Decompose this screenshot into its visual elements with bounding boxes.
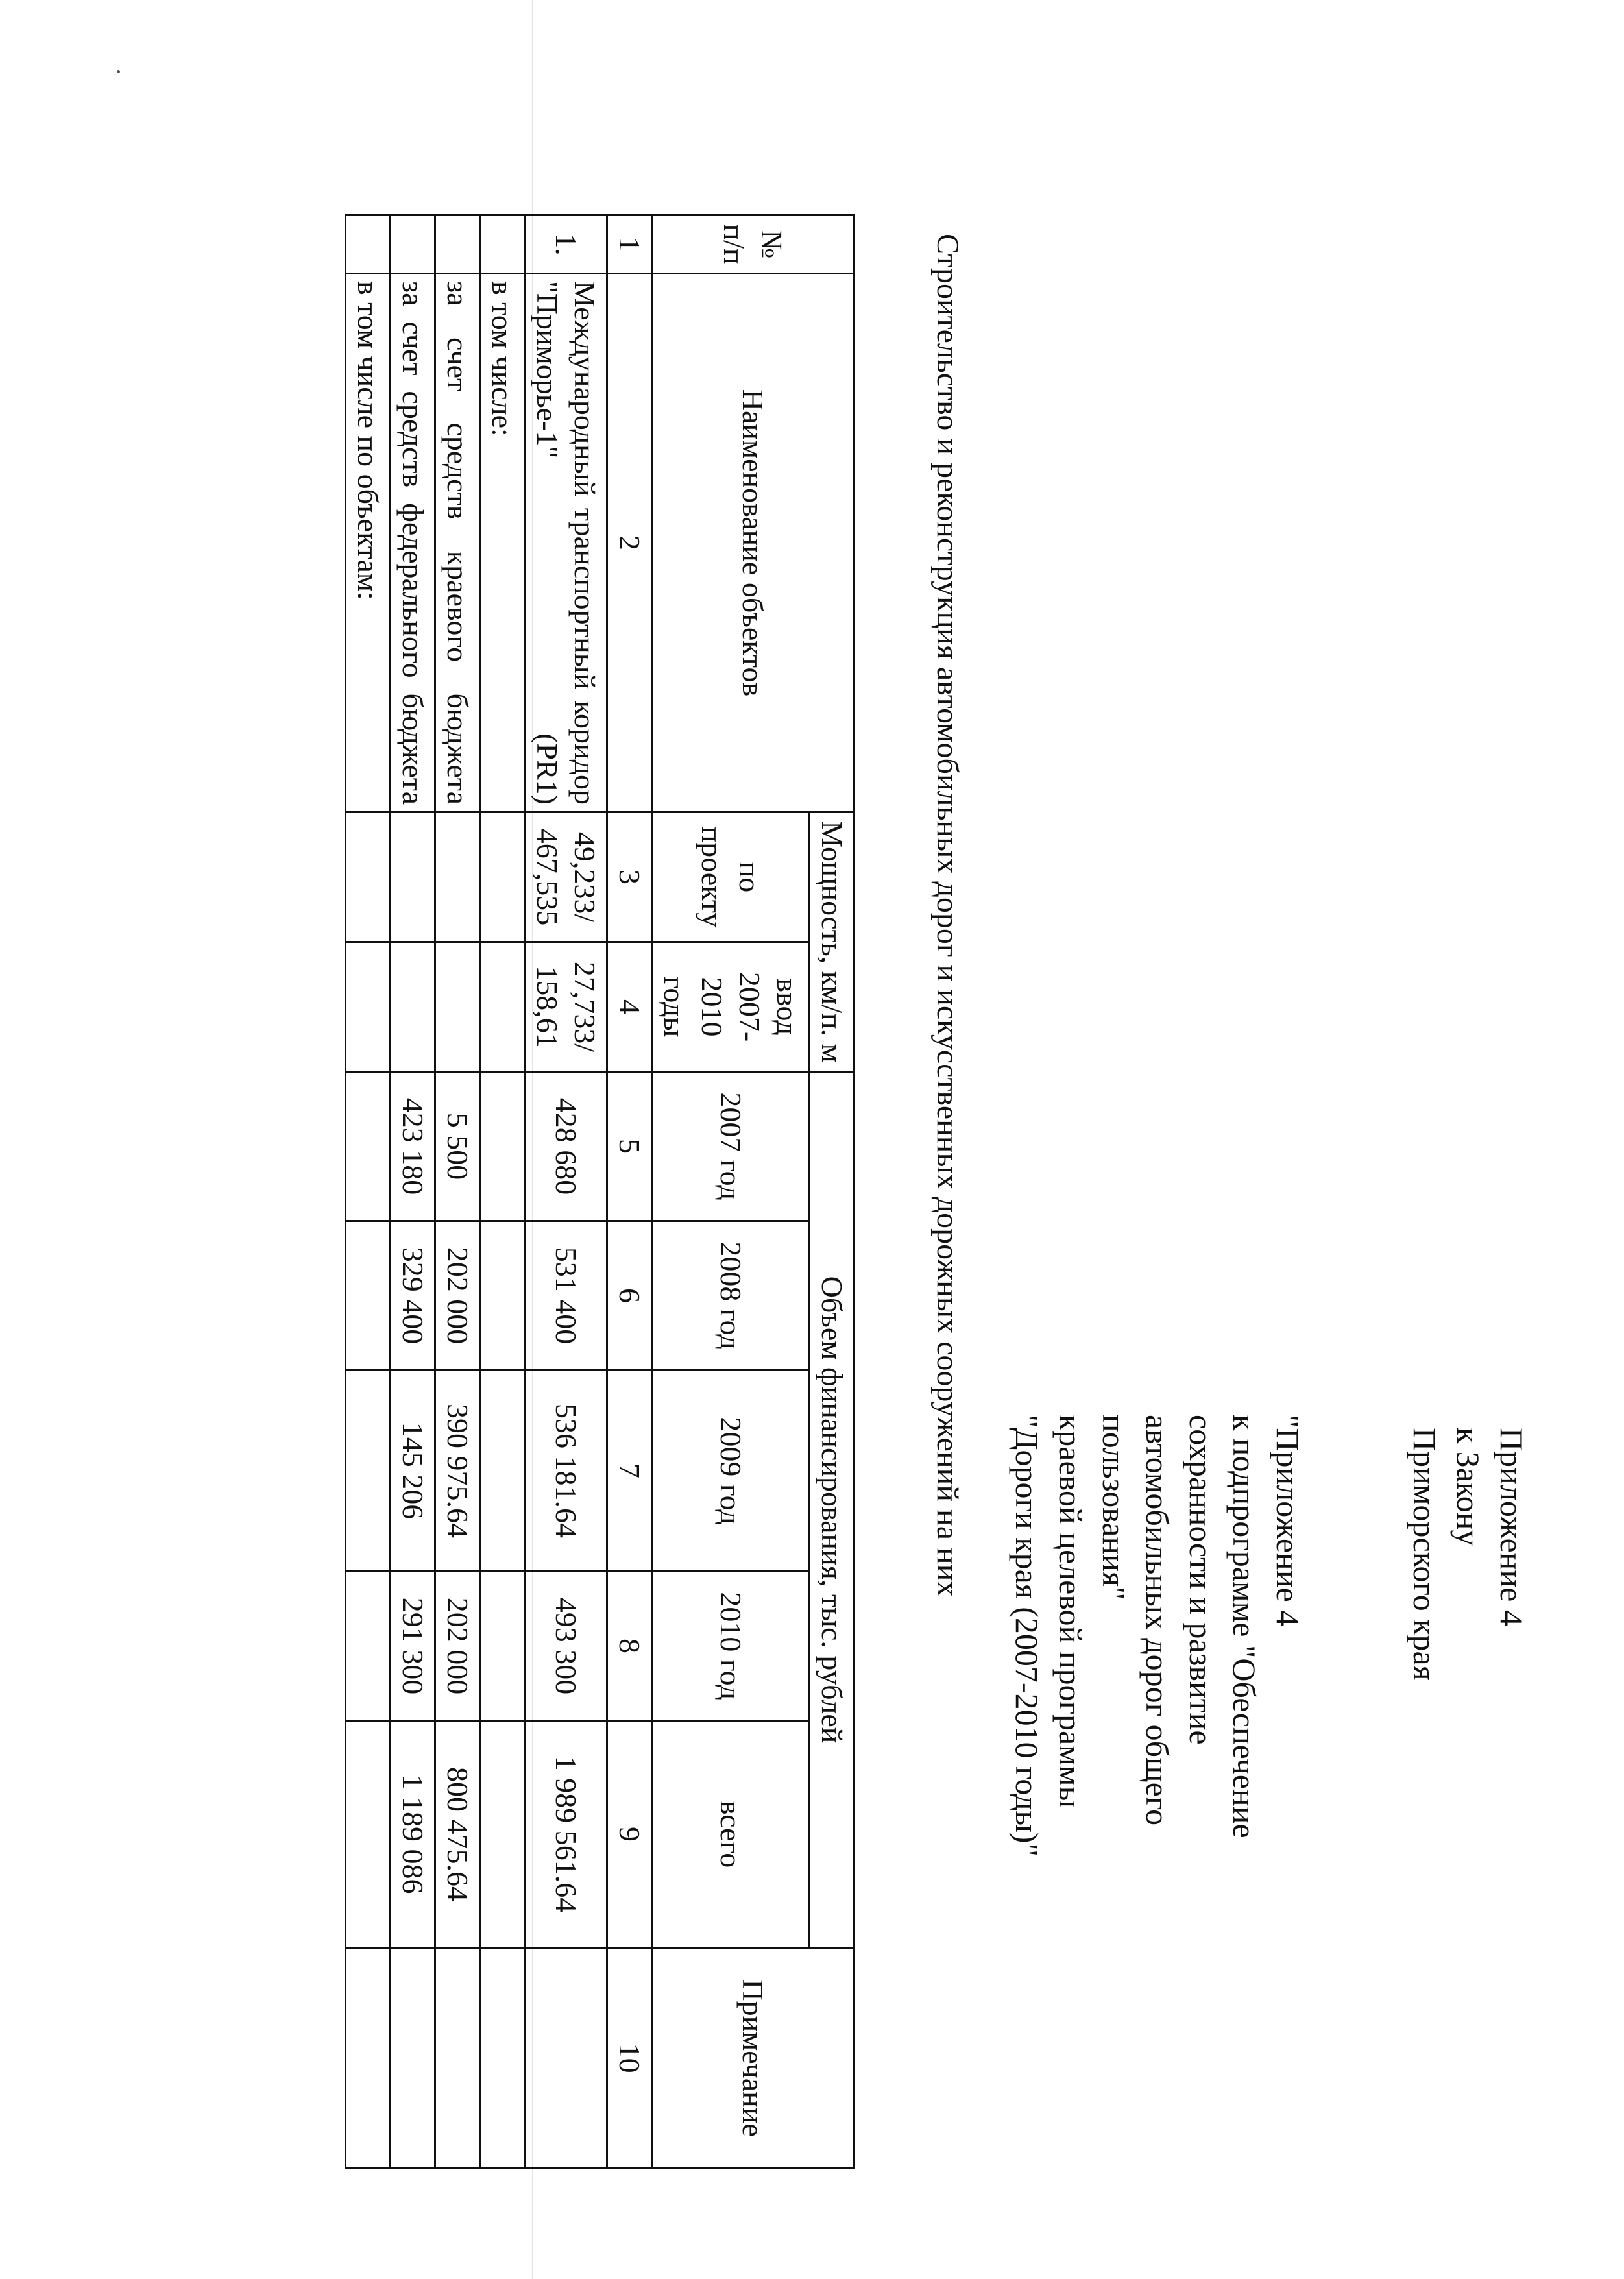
column-number: 5 — [607, 1072, 652, 1221]
appendix-subprogram-line: "Дороги края (2007-2010 годы)" — [1009, 1415, 1045, 1857]
row-note — [480, 1948, 525, 2169]
row-object-name: в том числе по объектам: — [346, 274, 391, 812]
header-capacity-input: ввод 2007-2010 годы — [652, 942, 810, 1072]
appendix-subprogram-line: к подпрограмме "Обеспечение — [1226, 1415, 1263, 1838]
appendix-subprogram-line: "Приложение 4 — [1270, 1415, 1306, 1627]
appendix-subprogram-line: пользования" — [1096, 1415, 1132, 1600]
row-num — [435, 215, 480, 274]
column-number: 8 — [607, 1572, 652, 1721]
row-object-name: в том числе: — [480, 274, 525, 812]
header-total: всего — [652, 1721, 810, 1948]
appendix-subprogram-line: сохранности и развитие — [1183, 1415, 1219, 1745]
row-num — [480, 215, 525, 274]
appendix-subprogram-reference — [1005, 1415, 1309, 2064]
row-funding-2007: 428 680 — [525, 1072, 607, 1221]
construction-funding-table — [345, 214, 855, 2169]
row-funding-2010 — [346, 1572, 391, 1721]
row-note — [525, 1948, 607, 2169]
row-num — [391, 215, 435, 274]
row-funding-2009 — [346, 1371, 391, 1572]
column-number: 1 — [607, 215, 652, 274]
row-note — [346, 1948, 391, 2169]
row-funding-2007 — [480, 1072, 525, 1221]
header-year-2007: 2007 год — [652, 1072, 810, 1221]
table-title: Строительство и реконструкция автомобильных дорог и искусственных дорожных сооружений на них — [930, 234, 965, 1597]
header-year-2009: 2009 год — [652, 1371, 810, 1572]
row-funding-total: 1 989 561.64 — [525, 1721, 607, 1948]
header-year-2010: 2010 год — [652, 1572, 810, 1721]
row-funding-2008: 531 400 — [525, 1221, 607, 1371]
row-funding-2009: 536 181.64 — [525, 1371, 607, 1572]
row-funding-2010 — [480, 1572, 525, 1721]
header-year-2008: 2008 год — [652, 1221, 810, 1371]
row-funding-total: 1 189 086 — [391, 1721, 435, 1948]
row-funding-2007: 5 500 — [435, 1072, 480, 1221]
appendix-law-line: Приморского края — [1407, 1428, 1443, 1681]
row-capacity-input — [391, 942, 435, 1072]
row-funding-2010: 291 300 — [391, 1572, 435, 1721]
row-funding-2009: 145 206 — [391, 1371, 435, 1572]
column-number: 2 — [607, 274, 652, 812]
table-row — [525, 215, 607, 2169]
header-name: Наименование объектов — [652, 274, 854, 812]
column-number: 9 — [607, 1721, 652, 1948]
header-capacity-project: по проекту — [652, 812, 810, 942]
row-object-name: за счет средств федерального бюджета — [391, 274, 435, 812]
appendix-law-reference — [1403, 1428, 1533, 1681]
column-number: 10 — [607, 1948, 652, 2169]
row-funding-2010: 202 000 — [435, 1572, 480, 1721]
row-funding-2008: 329 400 — [391, 1221, 435, 1371]
column-number: 6 — [607, 1221, 652, 1371]
row-capacity-input: 27,733/ 158,61 — [525, 942, 607, 1072]
header-num: № п/п — [652, 215, 854, 274]
row-funding-2008: 202 000 — [435, 1221, 480, 1371]
row-object-name: за счет средств краевого бюджета — [435, 274, 480, 812]
column-number-row — [607, 215, 652, 2169]
row-funding-2009: 390 975.64 — [435, 1371, 480, 1572]
row-capacity-project — [480, 812, 525, 942]
row-funding-2010: 493 300 — [525, 1572, 607, 1721]
row-capacity-project — [435, 812, 480, 942]
column-number: 3 — [607, 812, 652, 942]
appendix-subprogram-line: краевой целевой программы — [1052, 1415, 1089, 1809]
row-funding-total — [346, 1721, 391, 1948]
row-capacity-input — [346, 942, 391, 1072]
table-row — [391, 215, 435, 2169]
row-funding-2008 — [480, 1221, 525, 1371]
row-num: 1. — [525, 215, 607, 274]
appendix-law-line: Приложение 4 — [1494, 1428, 1530, 1626]
table-row — [435, 215, 480, 2169]
column-number: 4 — [607, 942, 652, 1072]
row-note — [435, 1948, 480, 2169]
row-capacity-project: 49,233/ 467,535 — [525, 812, 607, 942]
row-funding-2008 — [346, 1221, 391, 1371]
column-number: 7 — [607, 1371, 652, 1572]
row-num — [346, 215, 391, 274]
row-capacity-input — [435, 942, 480, 1072]
row-capacity-project — [346, 812, 391, 942]
appendix-law-line: к Закону — [1450, 1428, 1486, 1546]
row-funding-total — [480, 1721, 525, 1948]
appendix-subprogram-line: автомобильных дорог общего — [1139, 1415, 1176, 1826]
header-funding-group: Объем финансирования, тыс. рублей — [810, 1072, 854, 1948]
row-funding-total: 800 475.64 — [435, 1721, 480, 1948]
header-capacity-group: Мощность, км/п. м — [810, 812, 854, 1072]
row-funding-2007: 423 180 — [391, 1072, 435, 1221]
row-note — [391, 1948, 435, 2169]
table-row — [346, 215, 391, 2169]
row-capacity-project — [391, 812, 435, 942]
row-capacity-input — [480, 942, 525, 1072]
row-object-name: Международный транспортный коридор "Приморье-1" (PR1) — [525, 274, 607, 812]
header-note: Примечание — [652, 1948, 854, 2169]
header-row — [810, 215, 854, 2169]
table-row — [480, 215, 525, 2169]
row-funding-2009 — [480, 1371, 525, 1572]
row-funding-2007 — [346, 1072, 391, 1221]
